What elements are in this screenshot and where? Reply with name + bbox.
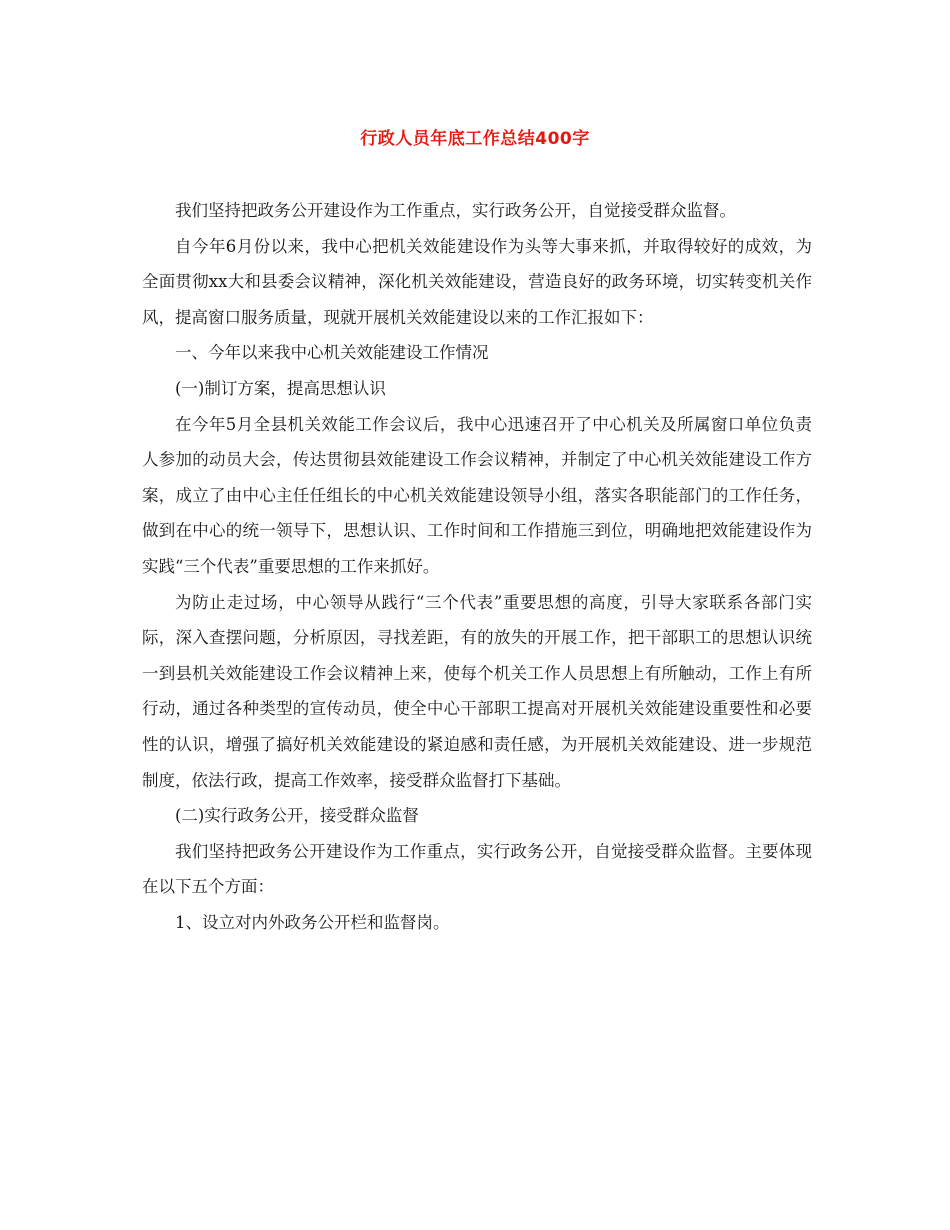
subsection-heading: (二)实行政务公开，接受群众监督 — [175, 806, 419, 826]
subsection-heading: (一)制订方案，提高思想认识 — [175, 378, 386, 398]
paragraph: 在今年5月全县机关效能工作会议后，我中心迅速召开了中心机关及所属窗口单位负责人参加的动员大会，传达贯彻县效能建设工作会议精神，并制定了中心机关效能建设工作方案，成立了由中心主任任组长的中心机关效能建设领导小组，落实各职能部门的工作任务，做到在中心的统一领导下，思想认识、工作时间和工作措施三到位，明确地把效能建设作为实践“三个代表”重要思想的工作来抓好。 — [142, 414, 812, 576]
paragraph: 为防止走过场，中心领导从践行“三个代表”重要思想的高度，引导大家联系各部门实际，深入查摆问题，分析原因，寻找差距，有的放失的开展工作，把干部职工的思想认识统一到县机关效能建设工作会议精神上来，使每个机关工作人员思想上有所触动，工作上有所行动，通过各种类型的宣传动员，使全中心干部职工提高对开展机关效能建设重要性和必要性的认识，增强了搞好机关效能建设的紧迫感和责任感，为开展机关效能建设、进一步规范制度，依法行政，提高工作效率，接受群众监督打下基础。 — [142, 592, 812, 790]
paragraph: 我们坚持把政务公开建设作为工作重点，实行政务公开，自觉接受群众监督。 — [175, 201, 736, 220]
list-item: 1、设立对内外政务公开栏和监督岗。 — [175, 912, 450, 932]
paragraph: 我们坚持把政务公开建设作为工作重点，实行政务公开，自觉接受群众监督。主要体现在以下五个方面： — [142, 841, 812, 897]
paragraph: 自今年6月份以来，我中心把机关效能建设作为头等大事来抓，并取得较好的成效，为全面贯彻xx大和县委会议精神，深化机关效能建设，营造良好的政务环境，切实转变机关作风，提高窗口服务质量，现就开展机关效能建设以来的工作汇报如下： — [142, 236, 812, 327]
document-title: 行政人员年底工作总结400字 — [360, 129, 590, 149]
document-body — [142, 193, 812, 940]
section-heading: 一、今年以来我中心机关效能建设工作情况 — [175, 343, 489, 363]
